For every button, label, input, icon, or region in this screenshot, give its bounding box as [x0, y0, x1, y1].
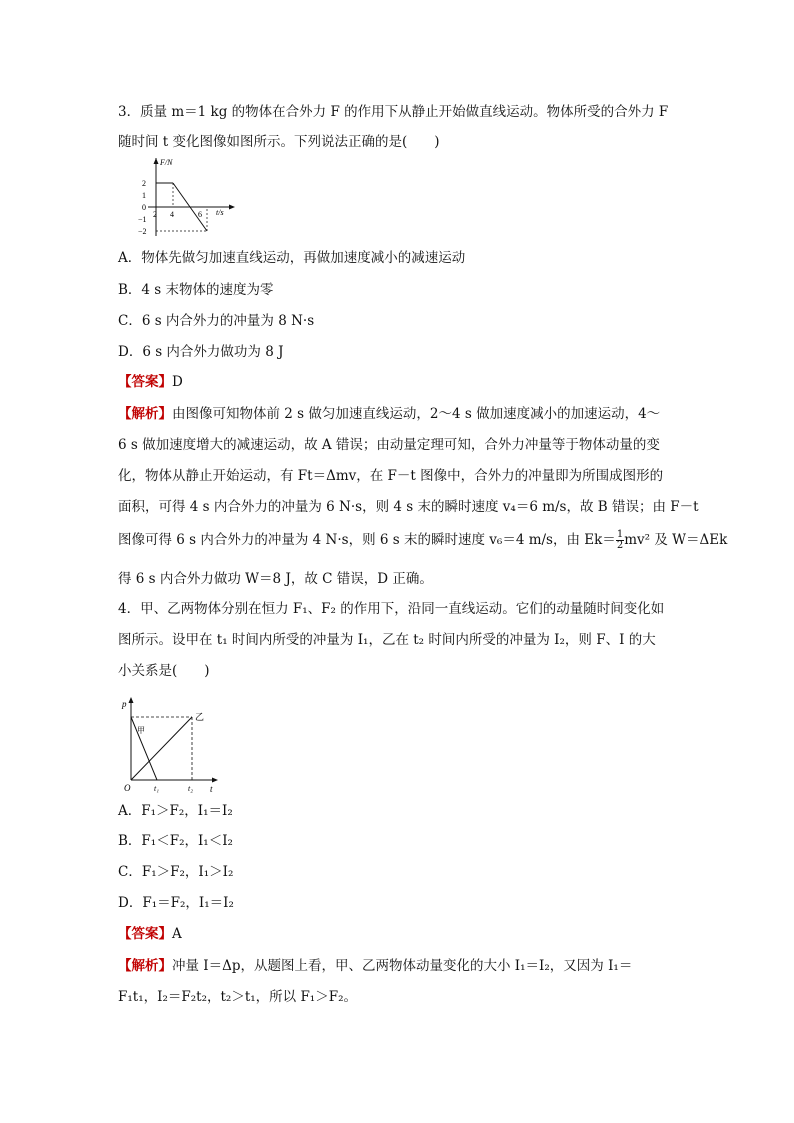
- q3-analysis-line-6: 得 6 s 内合外力做功 W＝8 J，故 C 错误，D 正确。: [118, 571, 433, 587]
- q4-analysis-line-1: [118, 956, 632, 976]
- q4-series-label-yi: 乙: [195, 712, 205, 722]
- answer-tag: 【答案】: [118, 374, 172, 390]
- analysis-text: 冲量 I＝Δp，从题图上看，甲、乙两物体动量变化的大小 I₁＝I₂，又因为 I₁＝: [172, 958, 633, 974]
- fraction-denominator: 2: [616, 540, 624, 551]
- fraction-one-half: [616, 530, 624, 551]
- q3-analysis-line-2: 6 s 做加速度增大的减速运动，故 A 错误；由动量定理可知，合外力冲量等于物体动量的变: [118, 437, 660, 453]
- q4-origin-label: O: [124, 783, 131, 793]
- q3-y-tick: 2: [142, 179, 146, 188]
- analysis-text: 由图像可知物体前 2 s 做匀加速直线运动，2～4 s 做加速度减小的加速运动，4～: [172, 406, 661, 422]
- q4-series-label-jia: 甲: [137, 726, 145, 735]
- q4-stem-line-2: 图所示。设甲在 t₁ 时间内所受的冲量为 I₁，乙在 t₂ 时间内所受的冲量为 I₂，则 F、I 的大: [118, 632, 656, 648]
- q3-analysis-line-3: 化，物体从静止开始运动，有 Ft＝Δmv，在 F－t 图像中，合外力的冲量即为所围成图形的: [118, 468, 664, 484]
- q4-y-axis-label: p: [122, 699, 127, 709]
- q4-option-c: C．F₁＞F₂，I₁＞I₂: [118, 864, 234, 880]
- q3-analysis-line-4: 面积，可得 4 s 内合外力的冲量为 6 N·s，则 4 s 末的瞬时速度 v₄＝6 m/s，故 B 错误；由 F－t: [118, 499, 699, 515]
- q3-x-tick: 2: [153, 210, 157, 219]
- fraction-numerator: 1: [616, 529, 624, 540]
- q3-x-tick: 4: [170, 210, 174, 219]
- q3-analysis-line-1: [118, 404, 660, 424]
- q4-x-tick-t2: t₂: [188, 784, 194, 793]
- q4-analysis-line-2: F₁t₁，I₂＝F₂t₂，t₂＞t₁，所以 F₁＞F₂。: [118, 989, 357, 1005]
- answer-value: D: [172, 374, 183, 390]
- q3-option-d: D．6 s 内合外力做功为 8 J: [118, 344, 284, 360]
- q4-answer: [118, 924, 182, 944]
- analysis-tag: 【解析】: [118, 958, 172, 974]
- q4-option-b: B．F₁＜F₂，I₁＜I₂: [118, 833, 233, 849]
- q3-option-b: B．4 s 末物体的速度为零: [118, 282, 274, 298]
- q3-answer: [118, 372, 183, 392]
- analysis-text: mv² 及 W＝ΔEk: [624, 532, 728, 548]
- analysis-text: 图像可得 6 s 内合外力的冲量为 4 N·s，则 6 s 末的瞬时速度 v₆＝4 m/s，由 Ek＝: [118, 532, 616, 548]
- q3-y-tick: 0: [142, 203, 146, 212]
- q4-x-axis-label: t: [210, 784, 213, 794]
- analysis-tag: 【解析】: [118, 406, 172, 422]
- answer-value: A: [172, 926, 182, 942]
- q3-force-time-graph: [138, 156, 238, 240]
- q3-x-tick: 6: [198, 210, 202, 219]
- q3-analysis-line-5: [118, 530, 727, 551]
- q4-stem-line-1: 4．甲、乙两物体分别在恒力 F₁、F₂ 的作用下，沿同一直线运动。它们的动量随时间变化如: [118, 601, 665, 617]
- q3-option-a: A．物体先做匀加速直线运动，再做加速度减小的减速运动: [118, 250, 466, 266]
- q4-x-tick-t1: t₁: [154, 784, 160, 793]
- q3-stem-line-2: 随时间 t 变化图像如图所示。下列说法正确的是( ): [118, 134, 440, 150]
- q3-x-axis-label: t/s: [216, 208, 224, 217]
- q4-option-a: A．F₁＞F₂，I₁＝I₂: [118, 803, 233, 819]
- q4-momentum-time-graph: [120, 695, 226, 797]
- q3-y-tick: 1: [142, 191, 146, 200]
- q4-stem-line-3: 小关系是( ): [118, 663, 210, 679]
- q3-option-c: C．6 s 内合外力的冲量为 8 N·s: [118, 313, 315, 329]
- q3-y-tick: −2: [138, 227, 147, 236]
- q4-option-d: D．F₁＝F₂，I₁＝I₂: [118, 895, 234, 911]
- q3-y-tick: −1: [138, 215, 147, 224]
- q3-y-axis-label: F/N: [160, 158, 173, 167]
- answer-tag: 【答案】: [118, 926, 172, 942]
- q3-stem-line-1: 3．质量 m＝1 kg 的物体在合外力 F 的作用下从静止开始做直线运动。物体所受的合外力 F: [118, 104, 669, 120]
